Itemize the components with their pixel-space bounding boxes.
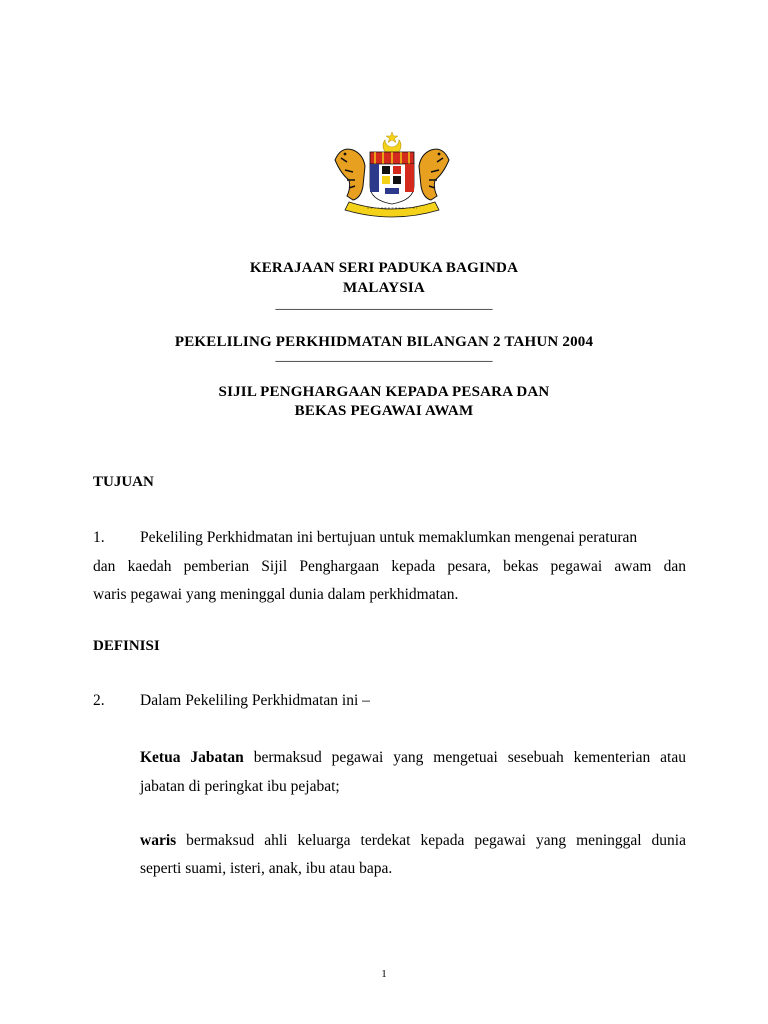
page-number: 1 xyxy=(381,968,387,980)
paragraph-number: 1. xyxy=(93,529,105,546)
header-rule: _______________________________ xyxy=(275,297,493,312)
paragraph-2-text: Dalam Pekeliling Perkhidmatan ini – xyxy=(140,692,370,709)
definition-term: waris xyxy=(140,832,177,849)
paragraph-1-line-1: Pekeliling Perkhidmatan ini bertujuan untuk memaklumkan mengenai peraturan xyxy=(140,529,638,546)
government-title: KERAJAAN SERI PADUKA BAGINDA xyxy=(249,260,519,276)
paragraph-number: 2. xyxy=(93,692,105,709)
country-title: MALAYSIA xyxy=(343,280,425,296)
paragraph-1-line-3: waris pegawai yang meninggal dunia dalam perkhidmatan. xyxy=(93,586,459,603)
subject-line-2: BEKAS PEGAWAI AWAM xyxy=(294,403,474,419)
definition-text: bermaksud ahli keluarga terdekat kepada pegawai yang meninggal dunia xyxy=(176,832,686,849)
paragraph-1-line-2: dan kaedah pemberian Sijil Penghargaan kepada pesara, bekas pegawai awam dan xyxy=(93,558,686,575)
circular-rule: _______________________________ xyxy=(275,349,493,364)
circular-title: PEKELILING PERKHIDMATAN BILANGAN 2 TAHUN 2004 xyxy=(174,334,594,350)
definition-text: bermaksud pegawai yang mengetuai sesebuah kementerian atau xyxy=(243,749,686,766)
definition-ketua-jabatan xyxy=(140,742,686,774)
section-heading-tujuan: TUJUAN xyxy=(93,474,154,490)
definition-ketua-jabatan-cont: jabatan di peringkat ibu pejabat; xyxy=(140,778,340,795)
malaysia-coat-of-arms-icon xyxy=(327,130,457,220)
definition-term: Ketua Jabatan xyxy=(140,749,244,766)
section-heading-definisi: DEFINISI xyxy=(93,638,160,654)
definition-waris-cont: seperti suami, isteri, anak, ibu atau bapa. xyxy=(140,860,393,877)
subject-line-1: SIJIL PENGHARGAAN KEPADA PESARA DAN xyxy=(218,384,550,400)
